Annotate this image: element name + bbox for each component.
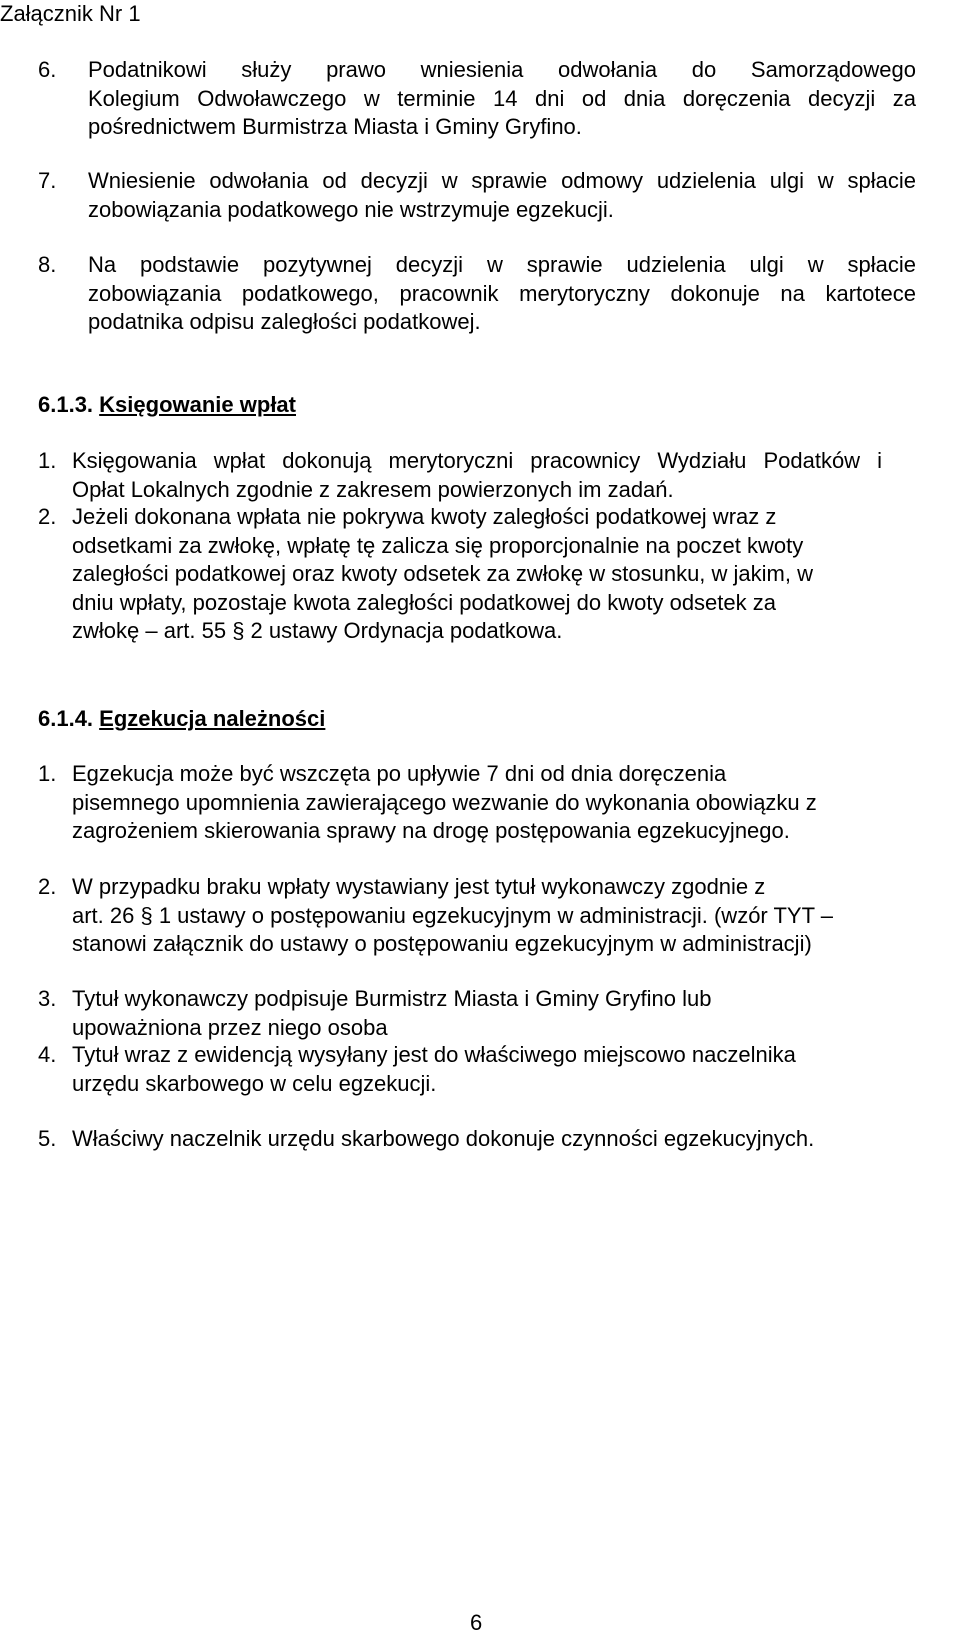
attachment-title: Załącznik Nr 1 [0, 1, 141, 26]
item-line: urzędu skarbowego w celu egzekucji. [72, 1070, 437, 1096]
item-line: dniu wpłaty, pozostaje kwota zaległości podatkowej do kwoty odsetek za [72, 589, 776, 615]
page-number: 6 [470, 1610, 483, 1635]
item-line: art. 26 § 1 ustawy o postępowaniu egzekucyjnym w administracji. (wzór TYT – [72, 902, 833, 928]
item-line: Tytuł wykonawczy podpisuje Burmistrz Miasta i Gminy Gryfino lub [72, 986, 712, 1011]
item-line: zaległości podatkowej oraz kwoty odsetek za zwłokę w stosunku, w jakim, w [72, 561, 813, 586]
item-line: odsetkami za zwłokę, wpłatę tę zalicza się proporcjonalnie na poczet kwoty [72, 532, 804, 558]
item-line: Właściwy naczelnik urzędu skarbowego dokonuje czynności egzekucyjnych. [72, 1126, 815, 1151]
item-line: W przypadku braku wpłaty wystawiany jest tytuł wykonawczy zgodnie z [72, 874, 766, 899]
section-heading [38, 391, 296, 420]
list-item [88, 251, 916, 337]
item-line: pisemnego upomnienia zawierającego wezwanie do wykonania obowiązku z [72, 789, 817, 815]
item-line: Jeżeli dokonana wpłata nie pokrywa kwoty zaległości podatkowej wraz z [72, 504, 777, 529]
item-number: 8. [38, 252, 57, 277]
item-number: 1. [38, 761, 57, 786]
item-line: Księgowania wpłat dokonują merytoryczni pracownicy Wydziału Podatków i [72, 448, 882, 473]
section-number: 6.1.3. [38, 392, 94, 417]
item-line: pośrednictwem Burmistrza Miasta i Gminy Gryfino. [88, 114, 582, 139]
item-line: Podatnikowi służy prawo wniesienia odwołania do Samorządowego [88, 57, 916, 82]
item-line: Wniesienie odwołania od decyzji w sprawie odmowy udzielenia ulgi w spłacie [88, 168, 916, 193]
list-item [72, 503, 882, 646]
item-line: zagrożeniem skierowania sprawy na drogę postępowania egzekucyjnego. [72, 818, 790, 843]
section-title: Księgowanie wpłat [99, 392, 296, 417]
item-line: podatnika odpisu zaległości podatkowej. [88, 309, 481, 334]
item-line: Egzekucja może być wszczęta po upływie 7 dni od dnia doręczenia [72, 761, 727, 786]
list-item [72, 1125, 912, 1154]
item-number: 3. [38, 986, 57, 1011]
list-item [72, 447, 882, 504]
list-item [72, 1041, 902, 1098]
section-heading [38, 705, 325, 734]
item-number: 6. [38, 57, 57, 82]
item-line: Tytuł wraz z ewidencją wysyłany jest do właściwego miejscowo naczelnika [72, 1042, 796, 1067]
list-item [88, 56, 916, 142]
item-line: zobowiązania podatkowego nie wstrzymuje egzekucji. [88, 196, 614, 222]
item-number: 1. [38, 448, 57, 473]
item-line: Na podstawie pozytywnej decyzji w sprawie udzielenia ulgi w spłacie [88, 252, 916, 277]
section-title: Egzekucja należności [99, 706, 326, 731]
item-number: 7. [38, 168, 57, 193]
item-number: 2. [38, 504, 57, 529]
item-number: 5. [38, 1126, 57, 1151]
item-line: stanowi załącznik do ustawy o postępowaniu egzekucyjnym w administracji) [72, 931, 812, 956]
section-number: 6.1.4. [38, 706, 94, 731]
item-line: upoważniona przez niego osoba [72, 1014, 388, 1040]
item-line: Kolegium Odwoławczego w terminie 14 dni od dnia doręczenia decyzji za [88, 85, 916, 111]
list-item [72, 873, 902, 959]
item-line: Opłat Lokalnych zgodnie z zakresem powierzonych im zadań. [72, 476, 674, 502]
item-number: 2. [38, 874, 57, 899]
item-line: zwłokę – art. 55 § 2 ustawy Ordynacja podatkowa. [72, 618, 563, 643]
list-item [72, 985, 902, 1042]
list-item [72, 760, 902, 846]
item-number: 4. [38, 1042, 57, 1067]
list-item [88, 167, 916, 224]
item-line: zobowiązania podatkowego, pracownik merytoryczny dokonuje na kartotece [88, 280, 916, 306]
